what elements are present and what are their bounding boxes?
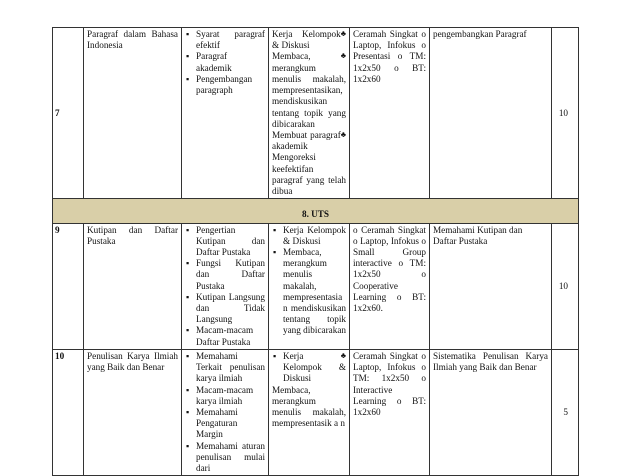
material-item: ▪ Kutipan Langsung dan Tidak Langsung [185,292,265,326]
method-item: Mengoreksi keefektifan paragraf yang telah dibua [272,152,346,197]
meeting-number: 10 [53,349,84,475]
method-item: ♣ Kerja Kelompok & Diskusi [272,29,346,51]
material-item: ▪ Fungsi Kutipan dan Daftar Pustaka [185,258,265,292]
materials-cell [182,349,269,475]
score-cell: 5 [552,349,579,475]
method-item: ♣ Membuat paragraf akademik [272,129,346,152]
uts-label: 8. UTS [53,199,579,223]
material-item: ▪ Pengertian Kutipan dan Daftar Pustaka [185,225,265,259]
topic-cell: Penulisan Karya Ilmiah yang Baik dan Benar [84,349,182,475]
material-item: ▪ Macam-macam karya ilmiah [185,385,265,407]
topic-cell: Paragraf dalam Bahasa Indonesia [84,28,182,199]
meeting-number: 9 [53,223,84,349]
material-item: ▪ Memahami Pengaturan Margin [185,407,265,441]
methods-cell [269,28,350,199]
time-cell: o Ceramah Singkat o Laptop, Infokus o Small Group interactive o TM: 1x2x50 o Cooperative Learning o BT: 1x2x60. [350,223,430,349]
methods-cell [269,223,350,349]
materials-cell [182,223,269,349]
methods-cell [269,349,350,475]
material-item: ▪ Pengembangan paragraph [185,74,265,96]
meeting-number: 7 [53,28,84,199]
method-item: Membaca, merangkum menulis makalah, mempresentasik a n [272,384,346,429]
time-cell: Ceramah Singkat o Laptop, Infokus o TM: 1x2x50 o Interactive Learning o BT: 1x2x60 [350,349,430,475]
method-item: ▪ Membaca, merangkum menulis makalah, mempresentasia n mendiskusikan tentang topik yang dibicarakan [272,247,346,337]
indicator-cell: Sistematika Penulisan Karya Ilmiah yang Baik dan Benar [430,349,552,475]
club-icon: ♣ [340,51,346,61]
method-item: ♣ Membaca, merangkum menulis makalah, mempresentasikan, mendiskusikan tentang topik yang dibicarakan [272,51,346,129]
uts-row [53,199,579,223]
table-row [53,349,579,475]
club-icon: ▪ ♣ [340,350,346,360]
time-cell: Ceramah Singkat o Laptop, Infokus o Presentasi o TM: 1x2x50 o BT: 1x2x60 [350,28,430,199]
material-item: ▪ Paragraf akademik [185,51,265,73]
material-item: ▪ Memahami aturan penulisan mulai dari [185,441,265,475]
material-item: ▪ Macam-macam Daftar Pustaka [185,325,265,347]
indicator-cell: pengembangkan Paragraf [430,28,552,199]
score-cell: 10 [552,28,579,199]
topic-cell: Kutipan dan Daftar Pustaka [84,223,182,349]
indicator-cell: Memahami Kutipan dan Daftar Pustaka [430,223,552,349]
method-item: ▪ Kerja Kelompok & Diskusi [272,225,346,247]
materials-cell [182,28,269,199]
method-item: ▪ ♣ Kerja Kelompok & Diskusi [272,351,346,385]
table-row [53,223,579,349]
material-item: ▪ Memahami Terkait penulisan karya ilmiah [185,351,265,385]
syllabus-table [52,27,579,476]
table-row [53,28,579,199]
club-icon: ♣ [340,29,346,38]
material-item: ▪ Syarat paragraf efektif [185,29,265,51]
score-cell: 10 [552,223,579,349]
club-icon: ♣ [340,129,346,139]
